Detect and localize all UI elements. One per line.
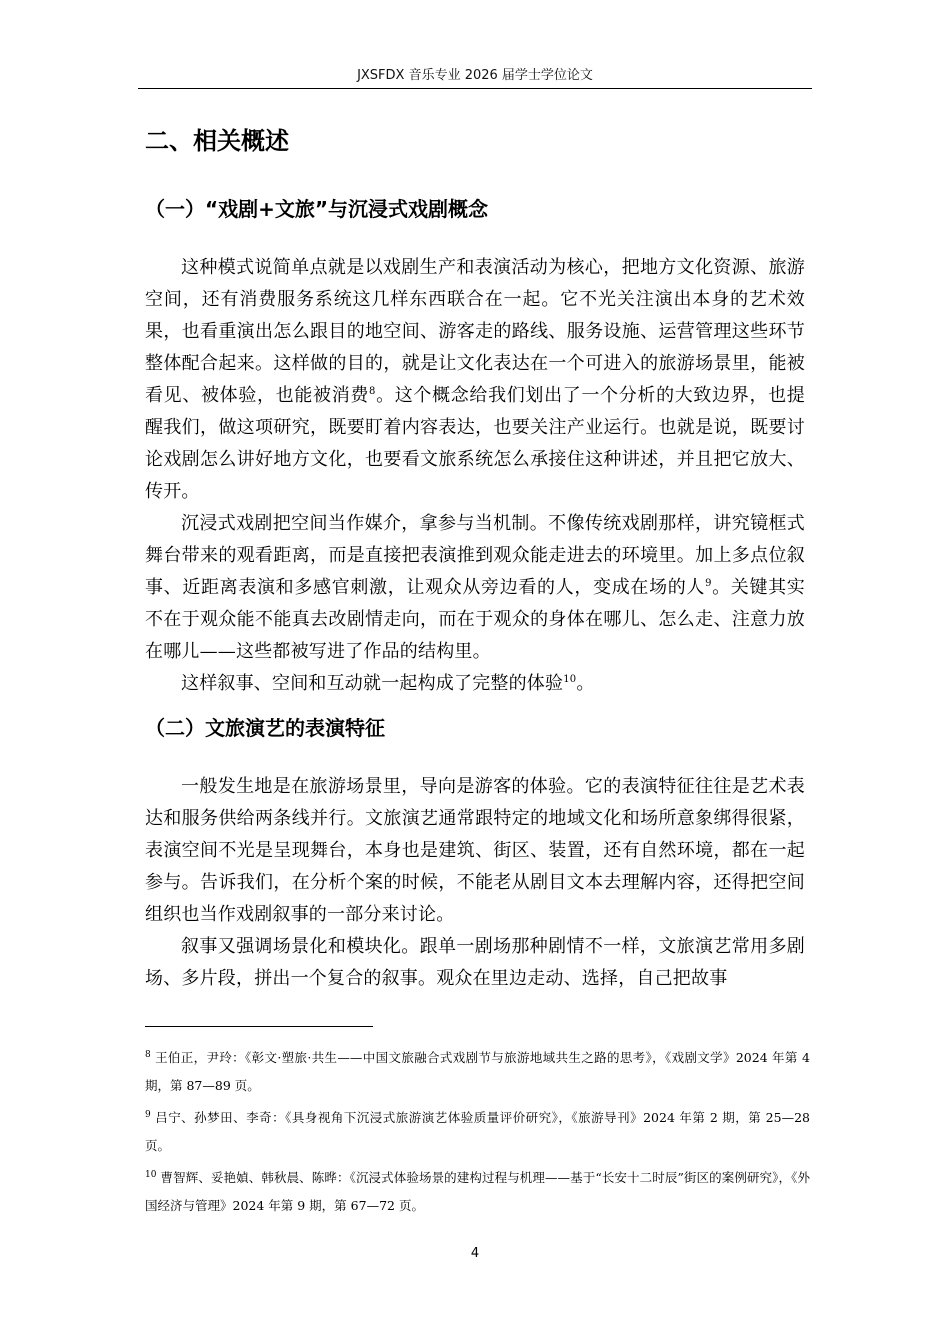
- footnote-ref-9[interactable]: 9: [705, 578, 712, 589]
- subsection-1-body: [145, 252, 805, 700]
- paragraph: 叙事又强调场景化和模块化。跟单一剧场那种剧情不一样，文旅演艺常用多剧场、多片段，拼出一个复合的叙事。观众在里边走动、选择，自己把故事: [145, 936, 805, 989]
- footnote-9: $^9$ 吕宁、孙梦田、李奇：《具身视角下沉浸式旅游演艺体验质量评价研究》，《旅游导刊》2024 年第 2 期，第 25—28 页。: [145, 1109, 810, 1153]
- paragraph: 这种模式说简单点就是以戏剧生产和表演活动为核心，把地方文化资源、旅游空间，还有消费服务系统这几样东西联合在一起。它不光关注演出本身的艺术效果，也看重演出怎么跟目的地空间、游客走的路线、服务设施、运营管理这些环节整体配合起来。这样做的目的，就是让文化表达在一个可进入的旅游场景里，能被看见、被体验，也能被消费$^8$。这个概念给我们划出了一个分析的大致边界，也提醒我们，做这项研究，既要盯着内容表达，也要关注产业运行。也就是说，既要讨论戏剧怎么讲好地方文化，也要看文旅系统怎么承接住这种讲述，并且把它放大、传开。: [145, 257, 805, 502]
- footnote-ref-10[interactable]: 10: [563, 674, 577, 685]
- footnote-10: $^{10}$ 曹智辉、妥艳媜、韩秋晨、陈晔：《沉浸式体验场景的建构过程与机理——基于“长安十二时辰”街区的案例研究》，《外国经济与管理》2024 年第 9 期，第 67—72 页。: [145, 1169, 810, 1213]
- paragraph: 沉浸式戏剧把空间当作媒介，拿参与当机制。不像传统戏剧那样，讲究镜框式舞台带来的观看距离，而是直接把表演推到观众能走进去的环境里。加上多点位叙事、近距离表演和多感官刺激，让观众从旁边看的人，变成在场的人$^9$。关键其实不在于观众能不能真去改剧情走向，而在于观众的身体在哪儿、怎么走、注意力放在哪儿——这些都被写进了作品的结构里。: [145, 513, 806, 662]
- subsection-title-2: （二）文旅演艺的表演特征: [145, 716, 385, 740]
- footnote-8: $^8$ 王伯正，尹玲：《彰文·塑旅·共生——中国文旅融合式戏剧节与旅游地域共生之路的思考》，《戏剧文学》2024 年第 4 期，第 87—89 页。: [145, 1049, 810, 1093]
- paragraph: 这样叙事、空间和互动就一起构成了完整的体验$^{10}$。: [181, 673, 595, 694]
- page-number: 4: [470, 1246, 480, 1261]
- header-rule: [138, 88, 812, 89]
- paragraph: 一般发生地是在旅游场景里，导向是游客的体验。它的表演特征往往是艺术表达和服务供给两条线并行。文旅演艺通常跟特定的地域文化和场所意象绑得很紧，表演空间不光是呈现舞台，本身也是建筑、街区、装置，还有自然环境，都在一起参与。告诉我们，在分析个案的时候，不能老从剧目文本去理解内容，还得把空间组织也当作戏剧叙事的一部分来讨论。: [145, 776, 805, 925]
- running-header: JXSFDX 音乐专业 2026 届学士学位论文: [357, 68, 593, 83]
- footnote-rule: [145, 1026, 373, 1027]
- footnote-ref-8[interactable]: 8: [369, 386, 376, 397]
- subsection-title-1: （一）“戏剧+文旅”与沉浸式戏剧概念: [145, 197, 489, 221]
- section-title: 二、相关概述: [145, 127, 289, 155]
- footnotes: [145, 1044, 810, 1224]
- subsection-2-body: [145, 771, 805, 995]
